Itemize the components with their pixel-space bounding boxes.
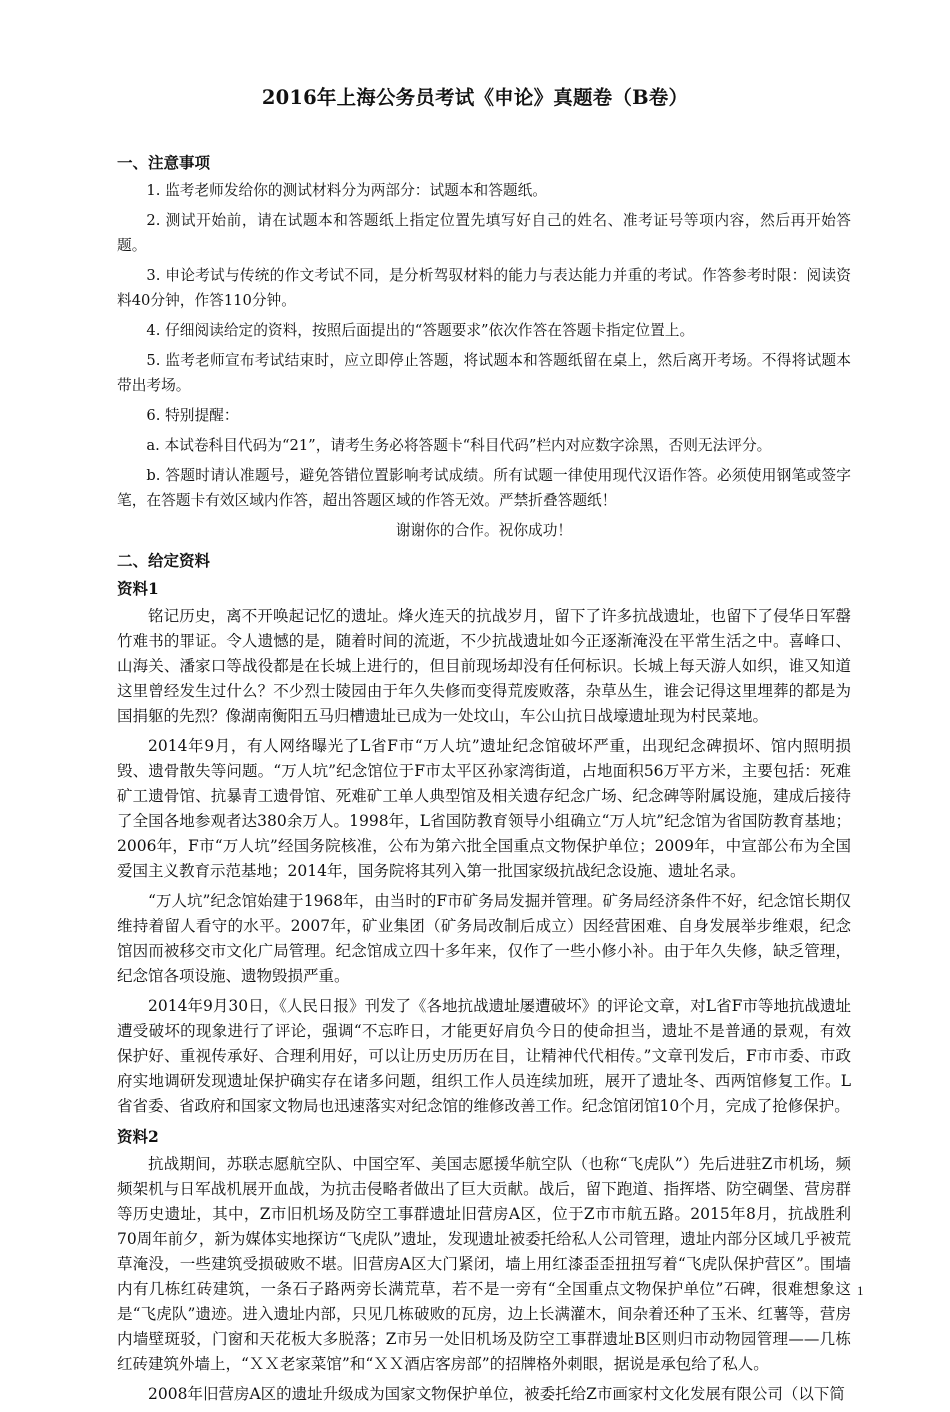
material-2-label: 资料2 (117, 1127, 159, 1146)
note-item-2: 2. 测试开始前，请在试题本和答题纸上指定位置先填写好自己的姓名、准考证号等项内容，然后再开始答题。 (117, 212, 851, 254)
note-item-1: 1. 监考老师发给你的测试材料分为两部分：试题本和答题纸。 (146, 182, 547, 199)
note-item-4: 4. 仔细阅读给定的资料，按照后面提出的“答题要求”依次作答在答题卡指定位置上。 (146, 322, 695, 339)
note-item-3: 3. 申论考试与传统的作文考试不同，是分析驾驭材料的能力与表达能力并重的考试。作答参考时限：阅读资料40分钟，作答110分钟。 (117, 267, 851, 309)
material-1-label: 资料1 (117, 579, 159, 598)
material-2-paragraph-1: 抗战期间，苏联志愿航空队、中国空军、美国志愿援华航空队（也称“飞虎队”）先后进驻Z市机场，频频架机与日军战机展开血战，为抗击侵略者做出了巨大贡献。战后，留下跑道、指挥塔、防空碉堡、营房群等历史遗址，其中，Z市旧机场及防空工事群遗址旧营房A区，位于Z市市航五路。2015年8月，抗战胜利70周年前夕，新为媒体实地探访“飞虎队”遗址，发现遗址被委托给私人公司管理，遗址内部分区域几乎被荒草淹没，一些建筑受损破败不堪。旧营房A区大门紧闭，墙上用红漆歪歪扭扭写着“飞虎队保护营区”。围墙内有几栋红砖建筑，一条石子路两旁长满荒草，若不是一旁有“全国重点文物保护单位”石碑，很难想象这是“飞虎队”遗迹。进入遗址内部，只见几栋破败的瓦房，边上长满灌木，间杂着还种了玉米、红薯等，营房内墙壁斑驳，门窗和天花板大多脱落；Z市另一处旧机场及防空工事群遗址B区则归市动物园管理——几栋红砖建筑外墙上，“ＸＸ老家菜馆”和“ＸＸ酒店客房部”的招牌格外刺眼，据说是承包给了私人。 (117, 1155, 851, 1373)
material-1-paragraph-2: 2014年9月，有人网络曝光了L省F市“万人坑”遗址纪念馆破坏严重，出现纪念碑损坏、馆内照明损毁、遗骨散失等问题。“万人坑”纪念馆位于F市太平区孙家湾街道，占地面积56万平方米，主要包括：死难矿工遗骨馆、抗暴青工遗骨馆、死难矿工单人典型馆及相关遗存纪念广场、纪念碑等附属设施，建成后接待了全国各地参观者达380余万人。1998年，L省国防教育领导小组确立“万人坑”纪念馆为省国防教育基地；2006年，F市“万人坑”经国务院核准，公布为第六批全国重点文物保护单位；2009年，中宣部公布为全国爱国主义教育示范基地；2014年，国务院将其列入第一批国家级抗战纪念设施、遗址名录。 (117, 737, 851, 880)
document-title: 2016年上海公务员考试《申论》真题卷（B卷） (261, 86, 689, 109)
material-1-paragraph-4: 2014年9月30日，《人民日报》刊发了《各地抗战遗址屡遭破坏》的评论文章，对L省F市等地抗战遗址遭受破坏的现象进行了评论，强调“不忘昨日，才能更好肩负今日的使命担当，遗址不是普通的景观，有效保护好、重视传承好、合理利用好，可以让历史历历在目，让精神代代相传。”文章刊发后，F市市委、市政府实地调研发现遗址保护确实存在诸多问题，组织工作人员连续加班，展开了遗址冬、西两馆修复工作。L省省委、省政府和国家文物局也迅速落实对纪念馆的维修改善工作。纪念馆闭馆10个月，完成了抢修保护。 (117, 997, 851, 1115)
note-item-6b: b. 答题时请认准题号，避免答错位置影响考试成绩。所有试题一律使用现代汉语作答。必须使用钢笔或签字笔，在答题卡有效区域内作答，超出答题区域的作答无效。严禁折叠答题纸！ (117, 467, 851, 509)
note-item-6: 6. 特别提醒： (146, 407, 239, 424)
thanks-line: 谢谢你的合作。祝你成功！ (395, 522, 573, 539)
material-2-paragraph-2: 2008年旧营房A区的遗址升级成为国家文物保护单位，被委托给Z市画家村文化发展有限公司（以下简 (148, 1385, 845, 1403)
note-item-5: 5. 监考老师宣布考试结束时，应立即停止答题，将试题本和答题纸留在桌上，然后离开考场。不得将试题本带出考场。 (117, 352, 851, 394)
section-heading-materials: 二、给定资料 (117, 551, 211, 570)
material-1-paragraph-3: “万人坑”纪念馆始建于1968年，由当时的F市矿务局发掘并管理。矿务局经济条件不好，纪念馆长期仅维持着留人看守的水平。2007年，矿业集团（矿务局改制后成立）因经营困难、自身发展举步维艰，纪念馆因而被移交市文化广局管理。纪念馆成立四十多年来，仅作了一些小修小补。由于年久失修，缺乏管理，纪念馆各项设施、遗物毁损严重。 (117, 892, 851, 985)
note-item-6a: a. 本试卷科目代码为“21”，请考生务必将答题卡“科目代码”栏内对应数字涂黑，否则无法评分。 (146, 437, 772, 454)
section-heading-notes: 一、注意事项 (117, 153, 211, 172)
document-body (117, 150, 851, 1412)
material-1-paragraph-1: 铭记历史，离不开唤起记忆的遗址。烽火连天的抗战岁月，留下了许多抗战遗址，也留下了侵华日军罄竹难书的罪证。令人遗憾的是，随着时间的流逝，不少抗战遗址如今正逐渐淹没在平常生活之中。喜峰口、山海关、潘家口等战役都是在长城上进行的，但目前现场却没有任何标识。长城上每天游人如织，谁又知道这里曾经发生过什么？不少烈士陵园由于年久失修而变得荒废败落，杂草丛生，谁会记得这里埋葬的都是为国捐躯的先烈？像湖南衡阳五马归槽遗址已成为一处坟山，车公山抗日战壕遗址现为村民菜地。 (117, 607, 851, 725)
page-number: 1 (857, 1283, 864, 1298)
